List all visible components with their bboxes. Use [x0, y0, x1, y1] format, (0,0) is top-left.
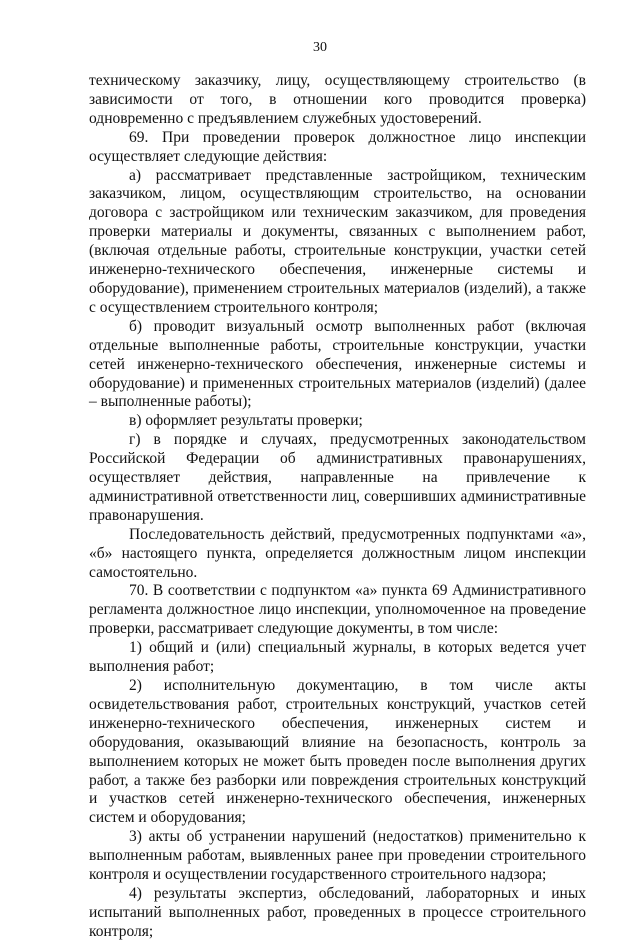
document-body: [89, 72, 586, 942]
paragraph-69-sequence: Последовательность действий, предусмотренных подпунктами «а», «б» настоящего пункта, определяется должностным лицом инспекции самостоятельно.: [89, 525, 586, 581]
paragraph-69-v: в) оформляет результаты проверки;: [129, 412, 363, 430]
paragraph-70: 70. В соответствии с подпунктом «а» пункта 69 Административного регламента должностное лицо инспекции, уполномоченное на проведение проверки, рассматривает следующие документы, в том числе:: [89, 582, 586, 638]
paragraph-70-1: 1) общий и (или) специальный журналы, в которых ведется учет выполнения работ;: [89, 639, 586, 676]
paragraph-69-b: б) проводит визуальный осмотр выполненных работ (включая отдельные выполненные работы, строительные конструкции, участки сетей инженерно-технического обеспечения, инженерные системы и оборудование) и примененных строительных материалов (изделий) (далее – выполненные работы);: [89, 317, 586, 411]
paragraph-69-g: г) в порядке и случаях, предусмотренных законодательством Российской Федерации об административных правонарушениях, осуществляет действия, направленные на привлечение к административной ответственности лиц, совершивших административные правонарушения.: [89, 431, 586, 524]
paragraph-continuation: техническому заказчику, лицу, осуществляющему строительство (в зависимости от того, в отношении кого проводится проверка) одновременно с предъявлением служебных удостоверений.: [89, 72, 586, 127]
paragraph-69-a: а) рассматривает представленные застройщиком, техническим заказчиком, лицом, осуществляющим строительство, на основании договора с застройщиком или техническим заказчиком, для проведения проверки материалы и документы, связанных с выполнением работ, (включая отдельные работы, строительные конструкции, участки сетей инженерно-технического обеспечения, инженерные системы и оборудование), применением строительных материалов (изделий), а также с осуществлением строительного контроля;: [89, 166, 586, 316]
page-number: 30: [313, 40, 327, 55]
paragraph-70-3: 3) акты об устранении нарушений (недостатков) применительно к выполненным работам, выявленных ранее при проведении строительного контроля и осуществлении государственного строительного надзора;: [89, 828, 586, 884]
paragraph-69: 69. При проведении проверок должностное лицо инспекции осуществляет следующие действия:: [89, 128, 586, 165]
paragraph-70-2: 2) исполнительную документацию, в том числе акты освидетельствования работ, строительных конструкций, участков сетей инженерно-технического обеспечения, инженерных систем и оборудования, оказывающий влияние на безопасность, контроль за выполнением которых не может быть проведен после выполнения других работ, а также без разборки или повреждения строительных конструкций и участков сетей инженерно-технического обеспечения, инженерных систем и оборудования;: [89, 677, 586, 827]
paragraph-70-4: 4) результаты экспертиз, обследований, лабораторных и иных испытаний выполненных работ, проведенных в процессе строительного контроля;: [89, 884, 586, 940]
